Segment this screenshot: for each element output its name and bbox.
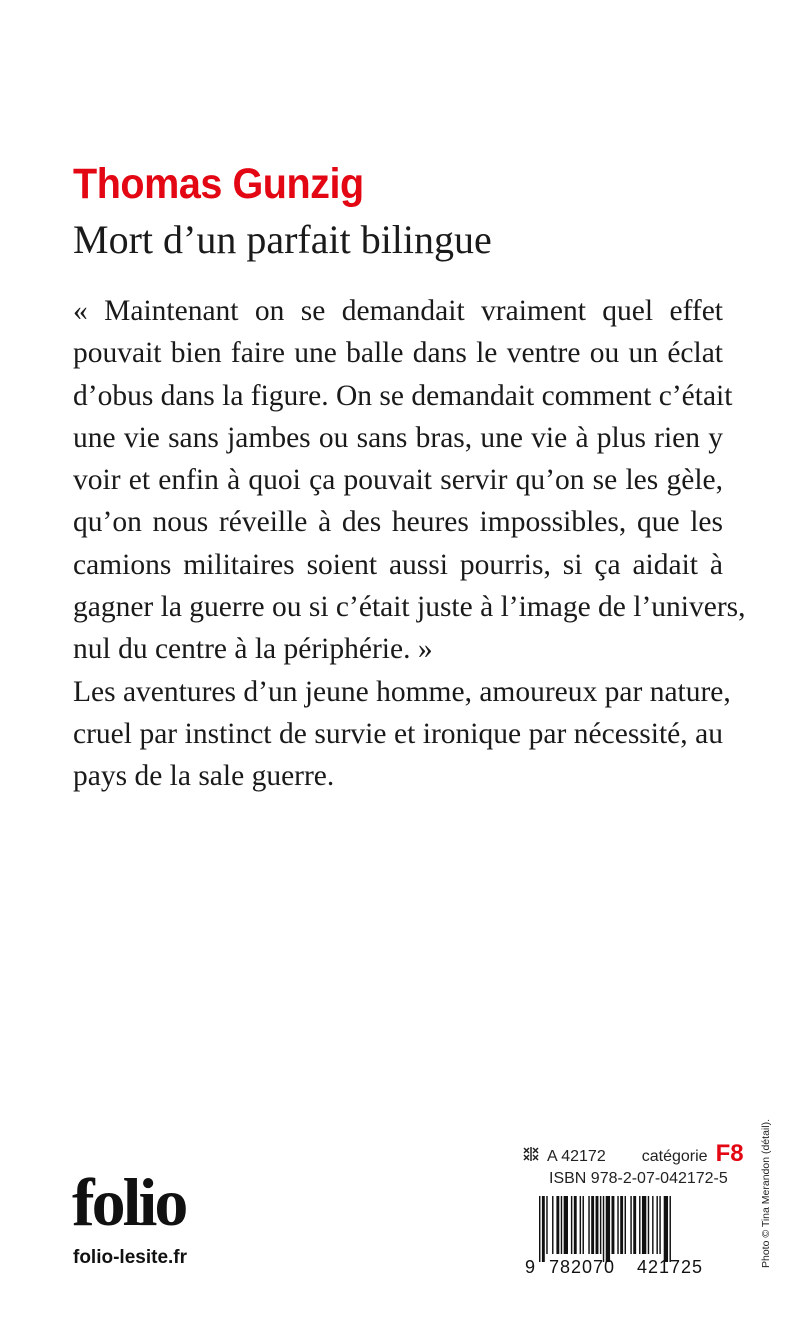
photo-credit: Photo © Tina Merandon (détail).: [760, 1119, 772, 1268]
barcode-bar: [656, 1196, 657, 1254]
blurb-line: voir et enfin à quoi ça pouvait servir qu’on se les gèle,: [73, 464, 723, 497]
category-label: catégorie: [641, 1148, 708, 1165]
barcode-digits-right: 421725: [637, 1257, 704, 1276]
blurb-line: pays de la sale guerre.: [73, 760, 335, 793]
folio-logo: folio: [72, 1164, 186, 1240]
publisher-website: folio-lesite.fr: [73, 1247, 188, 1268]
blurb-text: [73, 290, 746, 798]
barcode-bar: [574, 1196, 577, 1254]
barcode-bar: [633, 1196, 636, 1254]
barcode-digits-left: 782070: [549, 1257, 616, 1276]
barcode-bar: [648, 1196, 649, 1254]
barcode-bar: [652, 1196, 653, 1254]
barcode-bar: [596, 1196, 599, 1254]
barcode-bar: [670, 1196, 671, 1262]
barcode-bar: [556, 1196, 559, 1254]
barcode-bar: [612, 1196, 615, 1254]
blurb-line: une vie sans jambes ou sans bras, une vie à plus rien y: [73, 421, 723, 454]
blurb-line: nul du centre à la périphérie. »: [73, 633, 433, 666]
barcode-bar: [580, 1196, 581, 1254]
catalog-line: [521, 1140, 744, 1168]
barcode-bar: [606, 1196, 610, 1262]
barcode-bar: [542, 1196, 545, 1262]
blurb-line: d’obus dans la figure. On se demandait comment c’était: [73, 379, 733, 412]
blurb-line: gagner la guerre ou si c’était juste à l’image de l’univers,: [73, 591, 746, 624]
barcode-bar: [564, 1196, 568, 1254]
blurb-line: cruel par instinct de survie et ironique par nécessité, au: [73, 717, 723, 750]
barcode-bar: [546, 1196, 547, 1254]
barcode-bar: [583, 1196, 584, 1254]
blurb-line: Les aventures d’un jeune homme, amoureux par nature,: [73, 675, 731, 708]
category-badge: F8: [715, 1140, 744, 1167]
author-name: Thomas Gunzig: [73, 160, 364, 208]
barcode-bar: [539, 1196, 540, 1262]
barcode-bar: [664, 1196, 668, 1262]
blurb-line: qu’on nous réveille à des heures impossibles, que les: [73, 506, 723, 539]
barcode: [525, 1196, 727, 1276]
blurb-line: pouvait bien faire une balle dans le ventre ou un éclat: [73, 337, 723, 370]
book-title: Mort d’un parfait bilingue: [73, 217, 492, 262]
catalog-code: A 42172: [547, 1148, 606, 1165]
barcode-bar: [591, 1196, 594, 1254]
barcode-bar: [617, 1196, 618, 1254]
gallimard-mark-icon: [521, 1145, 541, 1163]
blurb-line: « Maintenant on se demandait vraiment quel effet: [73, 295, 723, 327]
barcode-bar: [571, 1196, 572, 1254]
barcode-digit-lead: 9: [525, 1257, 536, 1276]
barcode-bar: [659, 1196, 660, 1254]
barcode-bar: [561, 1196, 562, 1254]
blurb-line: camions militaires soient aussi pourris, si ça aidait à: [73, 548, 723, 581]
barcode-bar: [625, 1196, 626, 1254]
barcode-bar: [630, 1196, 631, 1254]
barcode-bar: [588, 1196, 589, 1254]
barcode-bar: [620, 1196, 623, 1254]
barcode-bar: [552, 1196, 553, 1254]
barcode-bar: [603, 1196, 604, 1262]
isbn-number: ISBN 978-2-07-042172-5: [549, 1170, 728, 1187]
barcode-bar: [642, 1196, 646, 1254]
barcode-bar: [639, 1196, 640, 1254]
barcode-bar: [600, 1196, 601, 1254]
